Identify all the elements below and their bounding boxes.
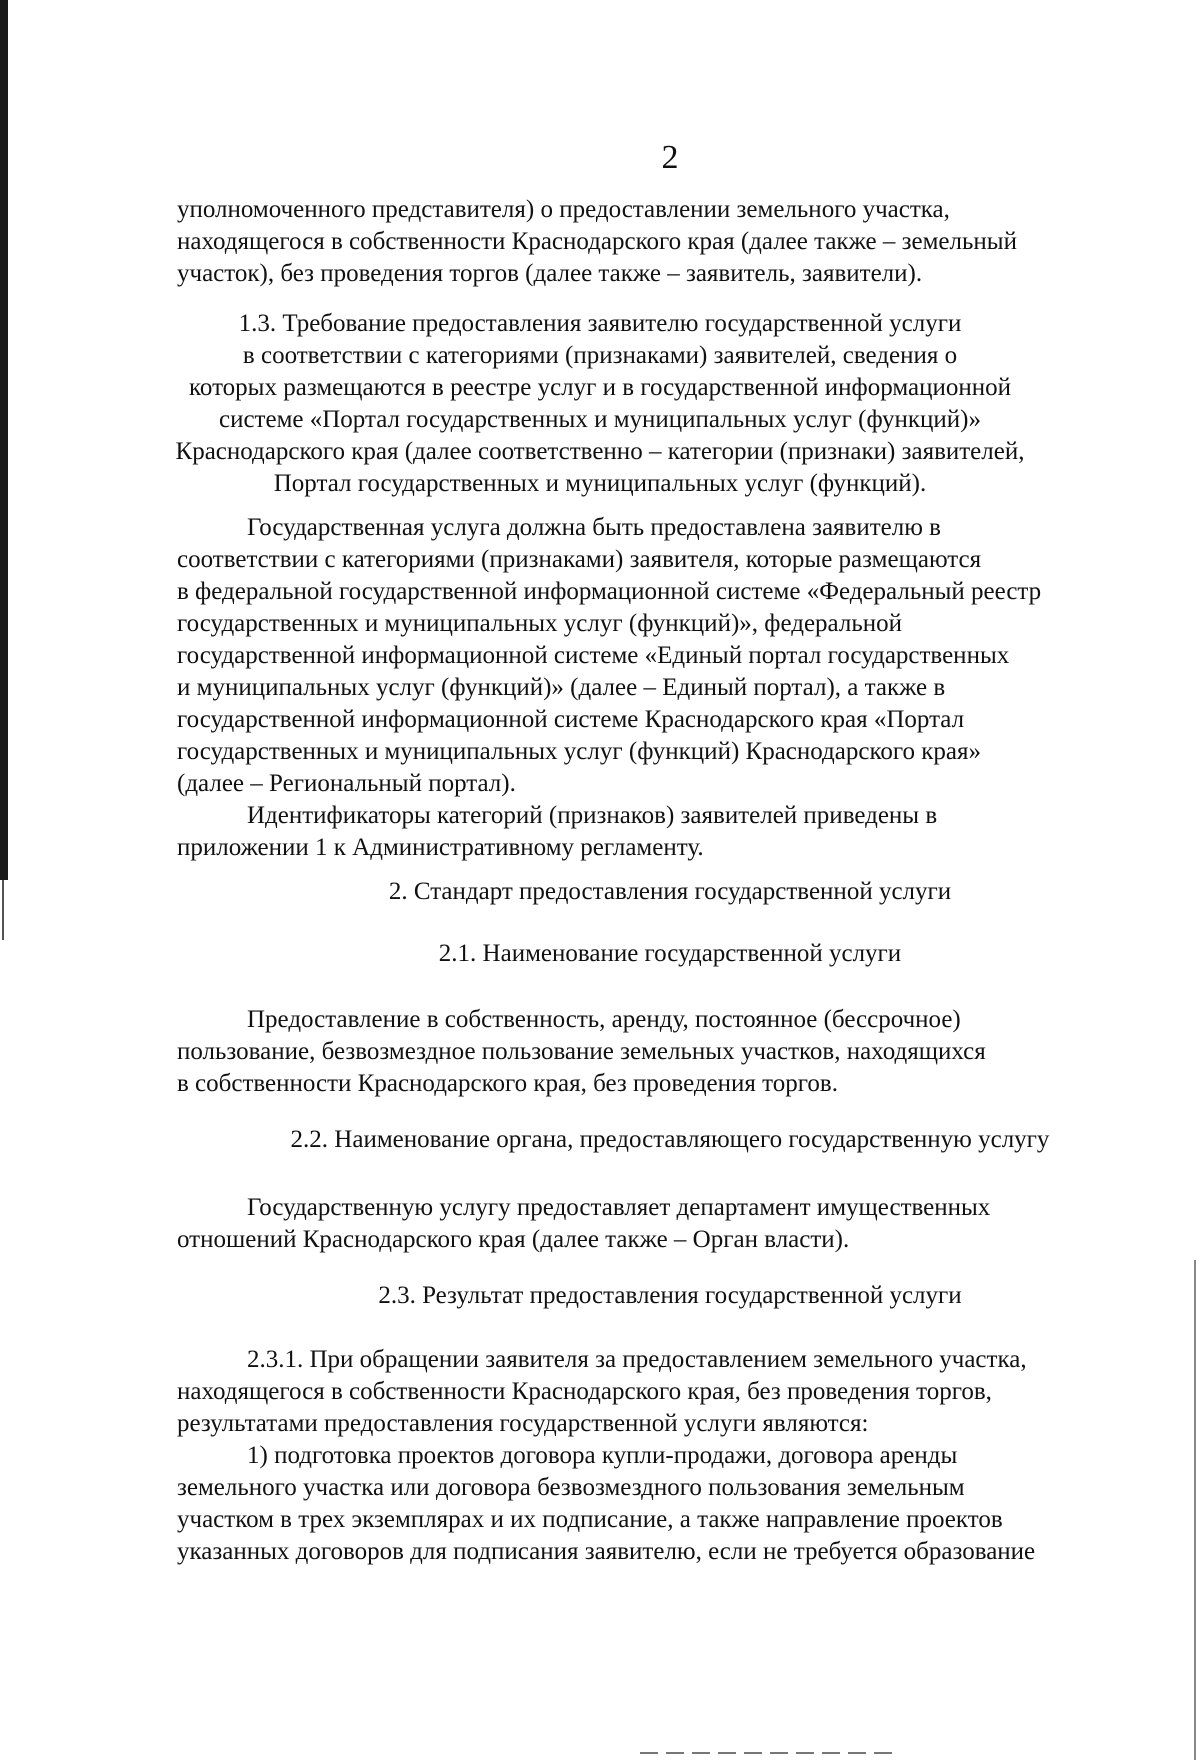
heading-line: 2.3. Результат предоставления государственной услуги	[378, 1282, 962, 1309]
line: 1) подготовка проектов договора купли-продажи, договора аренды	[247, 1442, 958, 1469]
heading-line: 2. Стандарт предоставления государственной услуги	[388, 878, 952, 905]
line: пользование, безвозмездное пользование земельных участков, находящихся	[177, 1038, 986, 1065]
line: в федеральной государственной информационной системе «Федеральный реестр	[177, 578, 1042, 605]
line: Предоставление в собственность, аренду, постоянное (бессрочное)	[247, 1006, 961, 1033]
heading-line: 1.3. Требование предоставления заявителю государственной услуги	[238, 310, 962, 337]
scan-edge-left-thin	[2, 880, 4, 940]
paragraph-2-3-1	[177, 1344, 1149, 1440]
line: земельного участка или договора безвозмездного пользования земельным	[177, 1474, 965, 1501]
line: приложении 1 к Административному регламенту.	[177, 834, 704, 861]
line: находящегося в собственности Краснодарского края, без проведения торгов,	[177, 1378, 992, 1405]
paragraph-item-1	[177, 1440, 1149, 1568]
line: государственных и муниципальных услуг (функций) Краснодарского края»	[177, 738, 981, 765]
line: в собственности Краснодарского края, без проведения торгов.	[177, 1070, 838, 1097]
line: отношений Краснодарского края (далее также – Орган власти).	[177, 1226, 850, 1253]
heading-line: которых размещаются в реестре услуг и в государственной информационной	[189, 374, 1011, 401]
section-1-3-heading	[70, 308, 1130, 500]
heading-line: 2.2. Наименование органа, предоставляющего государственную услугу	[290, 1126, 1050, 1153]
line: (далее – Региональный портал).	[177, 770, 516, 797]
paragraph-2-1	[177, 1004, 1149, 1100]
line: государственной информационной системе Краснодарского края «Портал	[177, 706, 965, 733]
line: Государственную услугу предоставляет департамент имущественных	[247, 1194, 991, 1221]
section-2-3-heading	[70, 1280, 1200, 1312]
paragraph-service-categories	[177, 512, 1149, 800]
line: находящегося в собственности Краснодарского края (далее также – земельный	[177, 228, 1017, 255]
heading-line: в соответствии с категориями (признаками) заявителей, сведения о	[242, 342, 958, 369]
paragraph-identifiers	[177, 800, 1149, 864]
line: результатами предоставления государственной услуги являются:	[177, 1410, 869, 1437]
page-number: 2	[661, 139, 679, 176]
scan-bottom-dash	[640, 1752, 900, 1754]
line: соответствии с категориями (признаками) заявителя, которые размещаются	[177, 546, 982, 573]
heading-line: Краснодарского края (далее соответственно – категории (признаки) заявителей,	[175, 438, 1025, 465]
line: указанных договоров для подписания заявителю, если не требуется образование	[177, 1538, 1036, 1565]
section-2-heading	[70, 876, 1200, 908]
line: государственной информационной системе «Единый портал государственных	[177, 642, 1010, 669]
line: Идентификаторы категорий (признаков) заявителей приведены в	[247, 802, 938, 829]
heading-line: Портал государственных и муниципальных услуг (функций).	[273, 470, 927, 497]
paragraph-2-2	[177, 1192, 1149, 1256]
paragraph-continuation	[177, 194, 1149, 290]
heading-line: 2.1. Наименование государственной услуги	[438, 940, 902, 967]
scan-edge-right	[1194, 1260, 1196, 1760]
section-2-1-heading	[70, 938, 1200, 970]
line: 2.3.1. При обращении заявителя за предоставлением земельного участка,	[247, 1346, 1027, 1373]
line: уполномоченного представителя) о предоставлении земельного участка,	[177, 196, 950, 223]
line: Государственная услуга должна быть предоставлена заявителю в	[247, 514, 941, 541]
line: государственных и муниципальных услуг (функций)», федеральной	[177, 610, 902, 637]
line: участок), без проведения торгов (далее также – заявитель, заявители).	[177, 260, 923, 287]
line: участком в трех экземплярах и их подписание, а также направление проектов	[177, 1506, 1003, 1533]
heading-line: системе «Портал государственных и муниципальных услуг (функций)»	[218, 406, 982, 433]
scan-edge-left	[0, 0, 8, 880]
section-2-2-heading	[70, 1124, 1200, 1156]
line: и муниципальных услуг (функций)» (далее – Единый портал), а также в	[177, 674, 946, 701]
